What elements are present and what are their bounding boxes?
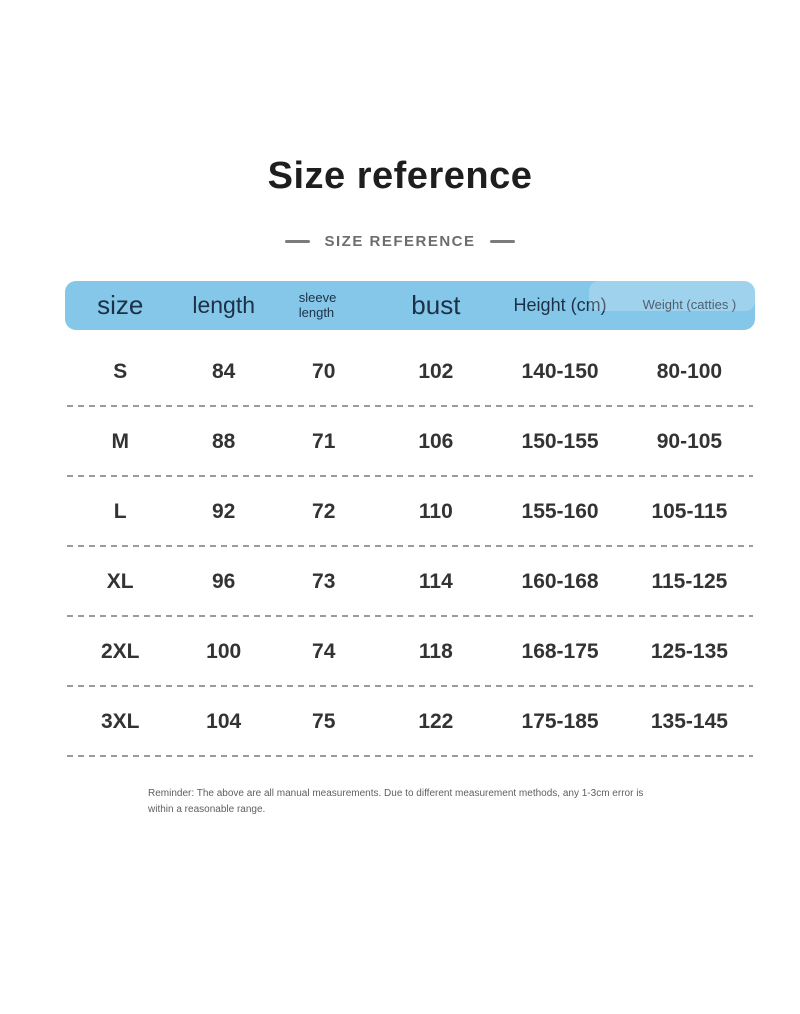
table-row-m	[65, 407, 755, 477]
cell-size: S	[113, 360, 128, 383]
cell-sleeve-length: 72	[312, 500, 336, 523]
table-row-s	[65, 337, 755, 407]
reminder-note: Reminder: The above are all manual measurements. Due to different measurement methods, any 1-3cm error is within a reasonable range.	[148, 788, 644, 815]
cell-bust: 122	[418, 710, 454, 733]
subtitle-right-dash	[490, 240, 515, 243]
table-row-3xl	[65, 687, 755, 757]
cell-length: 104	[206, 710, 242, 733]
header-label-sleeve-length: sleeve length	[298, 289, 337, 320]
cell-length: 84	[212, 360, 236, 383]
cell-height: 175-185	[521, 710, 599, 733]
page-title: Size reference	[267, 155, 533, 197]
cell-sleeve-length: 74	[312, 640, 336, 663]
cell-bust: 102	[418, 360, 454, 383]
cell-sleeve-length: 71	[312, 430, 336, 453]
cell-height: 168-175	[521, 640, 599, 663]
cell-bust: 110	[418, 500, 453, 523]
subtitle-left-dash	[285, 240, 310, 243]
cell-sleeve-length: 73	[312, 570, 336, 593]
cell-bust: 114	[418, 570, 453, 593]
header-label-height: Height (cm)	[513, 295, 607, 315]
cell-weight: 80-100	[656, 360, 723, 383]
cell-size: L	[113, 500, 127, 523]
header-cell-sleeve-length	[272, 291, 376, 321]
header-cell-weight	[624, 298, 755, 313]
cell-height: 160-168	[521, 570, 599, 593]
cell-sleeve-length: 75	[312, 710, 336, 733]
cell-size: XL	[106, 570, 134, 593]
cell-sleeve-length: 70	[312, 360, 336, 383]
section-subtitle	[0, 233, 800, 250]
header-label-size: size	[97, 290, 144, 320]
table-row-2xl	[65, 617, 755, 687]
cell-height: 155-160	[521, 500, 599, 523]
header-cell-length	[175, 292, 272, 319]
cell-size: M	[111, 430, 129, 453]
cell-weight: 105-115	[651, 500, 728, 523]
header-label-length: length	[192, 292, 256, 318]
header-label-weight: Weight (catties )	[642, 297, 737, 313]
header-cell-size	[65, 290, 175, 321]
cell-weight: 135-145	[650, 710, 728, 733]
size-table-header	[65, 281, 755, 330]
header-cell-height	[496, 295, 624, 316]
cell-bust: 118	[418, 640, 453, 663]
cell-bust: 106	[418, 430, 454, 453]
cell-size: 2XL	[100, 640, 140, 663]
cell-size: 3XL	[100, 710, 140, 733]
table-row-xl	[65, 547, 755, 617]
cell-length: 92	[212, 500, 236, 523]
cell-height: 150-155	[521, 430, 599, 453]
cell-weight: 115-125	[651, 570, 728, 593]
size-table-body	[65, 337, 755, 757]
cell-weight: 125-135	[650, 640, 728, 663]
cell-length: 100	[206, 640, 242, 663]
header-label-bust: bust	[411, 290, 461, 320]
cell-weight: 90-105	[656, 430, 723, 453]
cell-length: 88	[212, 430, 236, 453]
header-cell-bust	[375, 290, 496, 321]
cell-height: 140-150	[521, 360, 599, 383]
cell-length: 96	[212, 570, 236, 593]
table-row-l	[65, 477, 755, 547]
size-table	[65, 281, 755, 757]
subtitle-label: SIZE REFERENCE	[324, 233, 476, 250]
